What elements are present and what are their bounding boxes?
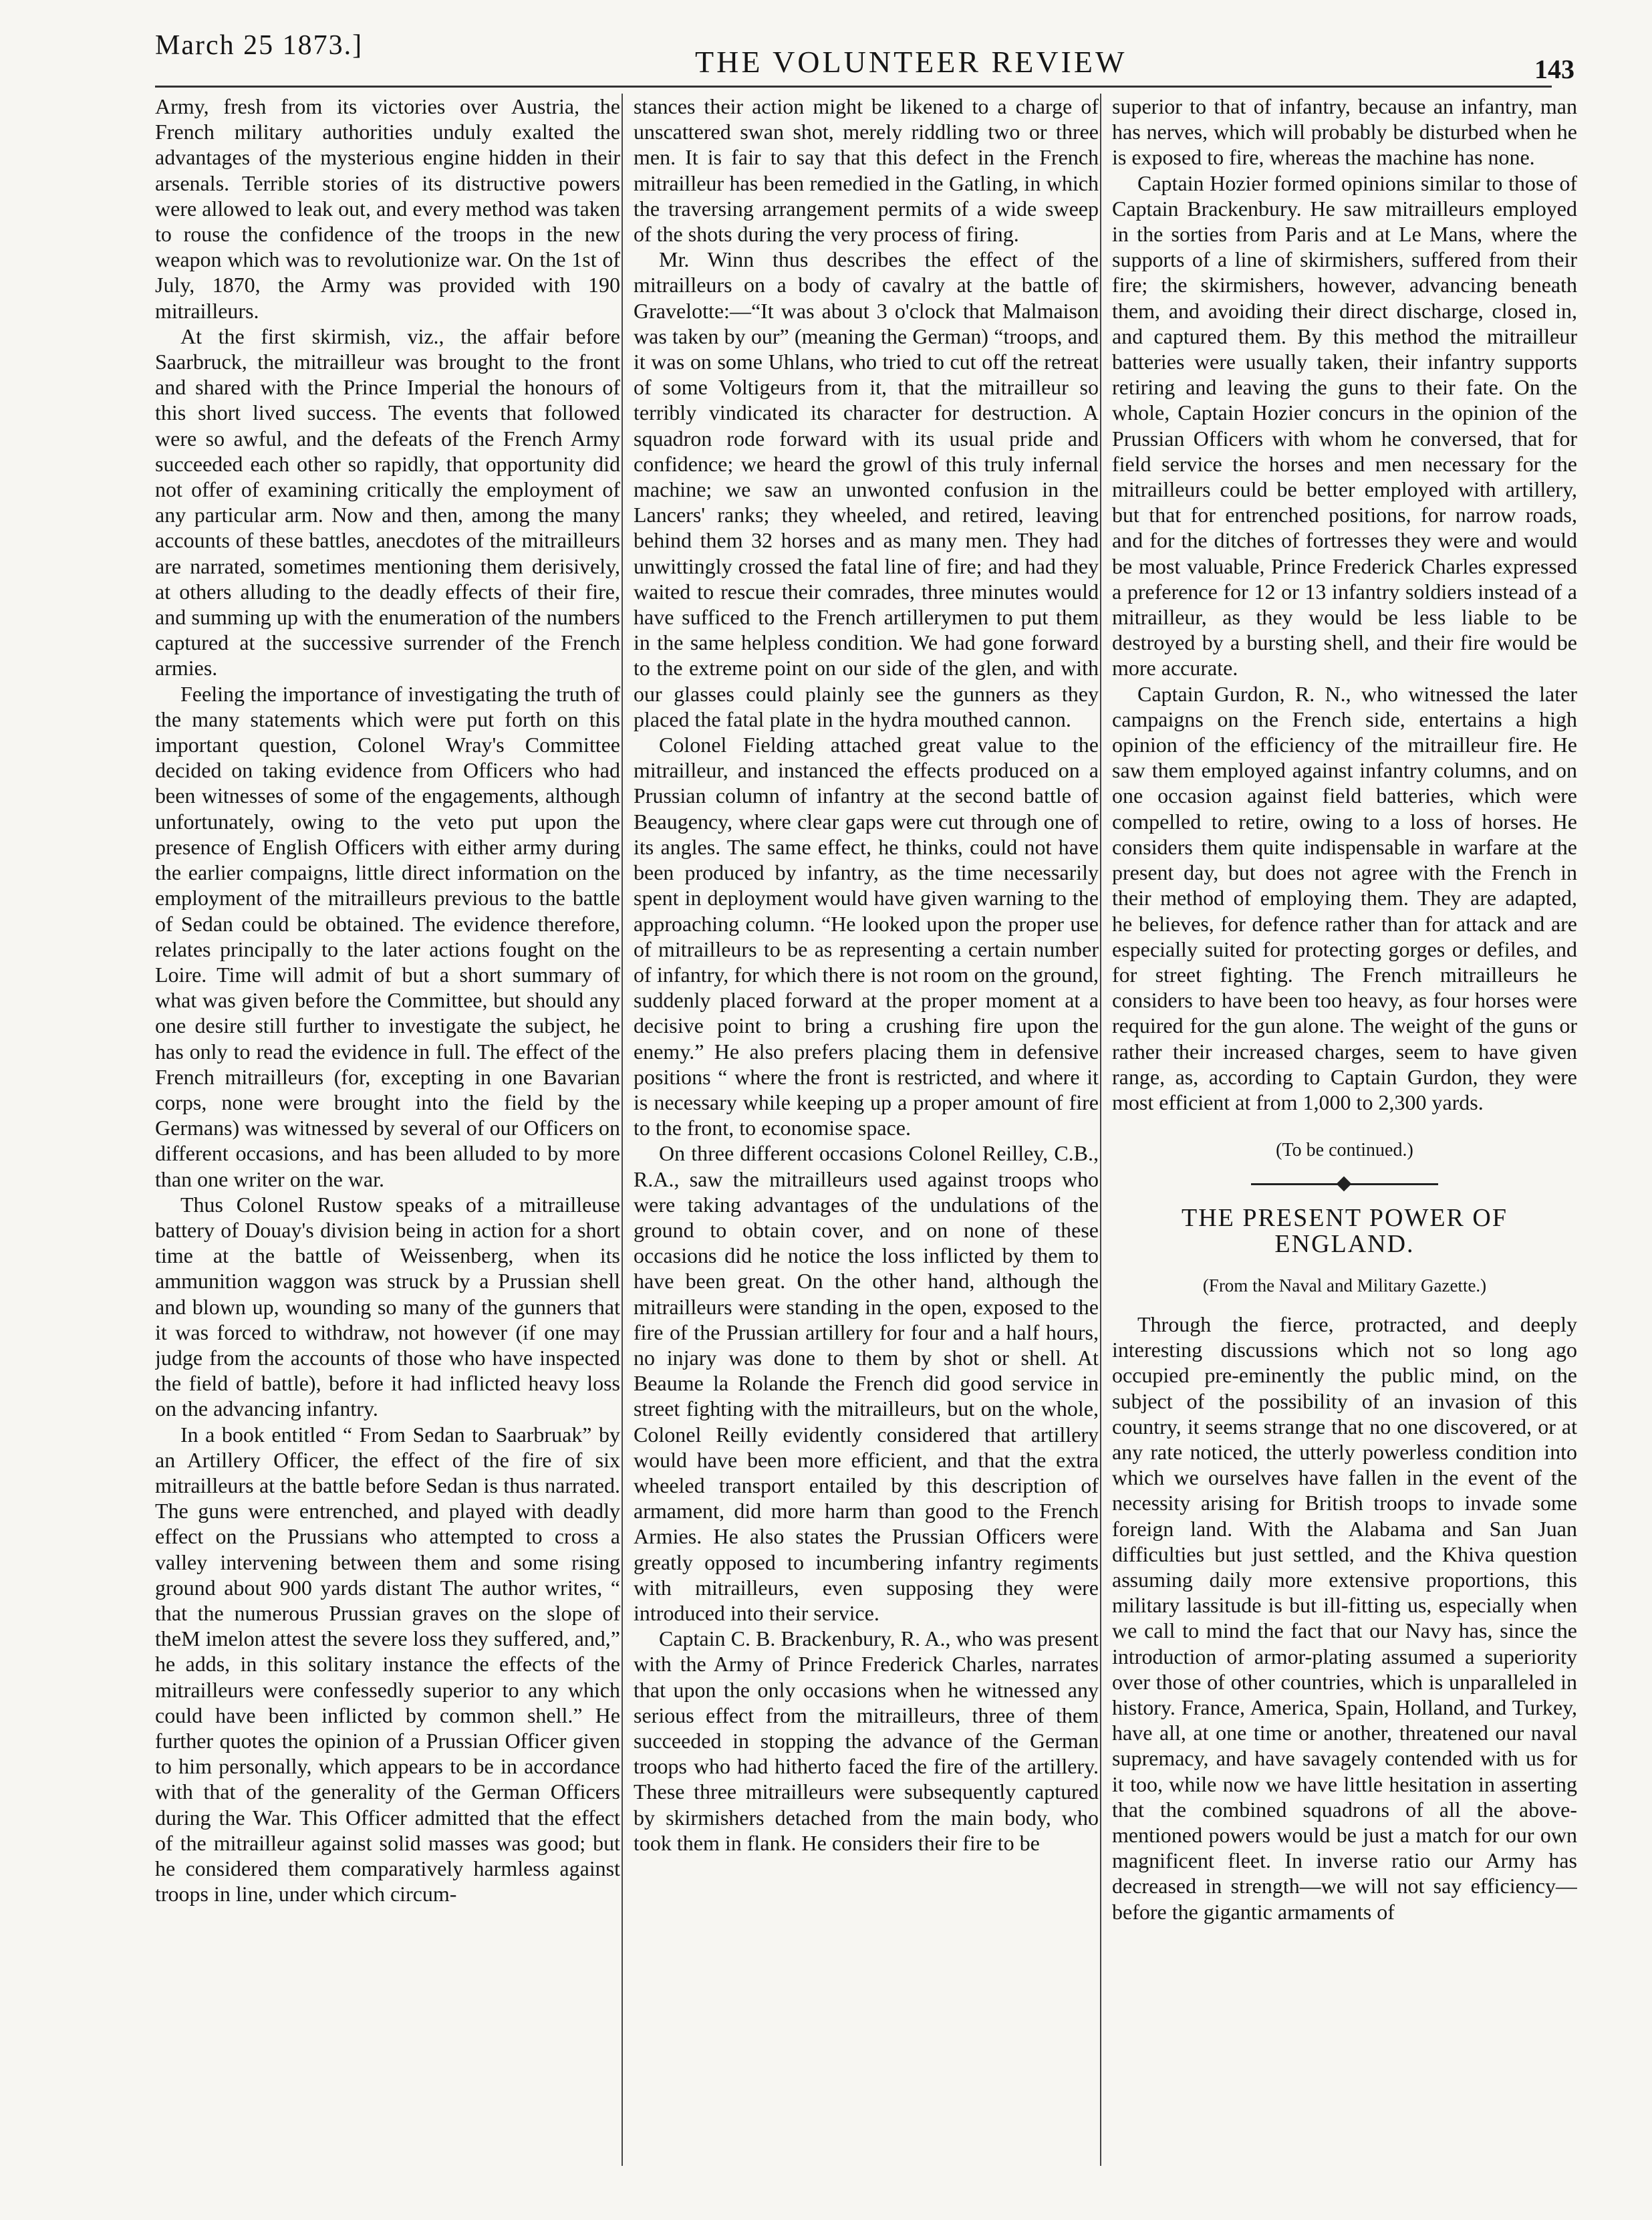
paragraph: stances their action might be likened to a charge of unscattered swan shot, merely riddling two or three men. It is fair to say that this defect in the French mitrailleur has been remedied in the Gatling, in which the traversing arrangement permits of a wide sweep of the shots during the very process of firing. xyxy=(634,94,1099,247)
paragraph: Captain Gurdon, R. N., who witnessed the later campaigns on the French side, entertains a high opinion of the efficiency of the mitrailleur fire. He saw them employed against infantry columns, and on one occasion against field batteries, which were compelled to retire, owing to a loss of horses. He considers them quite indispensable in warfare at the present day, but does not agree with the French in their method of employing them. They are adapted, he believes, for defence rather than for attack and are especially suited for protecting gorges or defiles, and for street fighting. The French mitrailleurs he considers to have been too heavy, as four horses were required for the gun alone. The weight of the guns or rather their increased charges, seem to have given range, as, according to Captain Gurdon, they were most efficient at from 1,000 to 2,300 yards. xyxy=(1112,681,1577,1114)
text-column-3 xyxy=(1112,94,1577,2166)
article-title: THE PRESENT POWER OF ENGLAND. xyxy=(1182,1204,1508,1258)
paragraph: Army, fresh from its victories over Austria, the French military authorities unduly exalted the advantages of the mysterious engine hidden in their arsenals. Terrible stories of its distructive powers were allowed to leak out, and every method was taken to rouse the confidence of the troops in the new weapon which was to revolutionize war. On the 1st of July, 1870, the Army was provided with 190 mitrailleurs. xyxy=(155,94,620,323)
article-source: (From the Naval and Military Gazette.) xyxy=(1202,1275,1487,1296)
page-header xyxy=(0,0,1652,107)
column-divider xyxy=(622,94,623,2166)
paragraph: superior to that of infantry, because an infantry, man has nerves, which will probably be disturbed when he is exposed to fire, whereas the machine has none. xyxy=(1112,94,1577,170)
paragraph: Feeling the importance of investigating the truth of the many statements which were put forth on this important question, Colonel Wray's Committee decided on taking evidence from Officers who had been witnesses of some of the engagements, although unfortunately, owing to the veto put upon the presence of English Officers with either army during the earlier compaigns, little direct information on the employment of the mitrailleurs previous to the battle of Sedan could be obtained. The evidence therefore, relates principally to the later actions fought on the Loire. Time will admit of but a short summary of what was given before the Committee, but should any one desire still further to investigate the subject, he has only to read the evidence in full. The effect of the French mitrailleurs (for, excepting in one Bavarian corps, none were brought into the field by the Germans) was witnessed by several of our Officers on different occasions, and has been alluded to by more than one writer on the war. xyxy=(155,681,620,1191)
paragraph: In a book entitled “ From Sedan to Saarbruak” by an Artillery Officer, the effect of the fire of six mitrailleurs at the battle before Sedan is thus narrated. The guns were entrenched, and played with deadly effect on the Prussians who attempted to cross a valley intervening between them and some rising ground about 900 yards distant The author writes, “ that the numerous Prussian graves on the slope of theM imelon attest the severe loss they suffered, and,” he adds, in this solitary instance the effects of the mitrailleurs were confessedly superior to any which could have been inflicted by common shell.” He further quotes the opinion of a Prussian Officer given to him personally, which appears to be in accordance with that of the generality of the German Officers during the War. This Officer admitted that the effect of the mitrailleur against solid masses was good; but he considered them comparatively harmless against troops in line, under which circum- xyxy=(155,1422,620,1906)
paragraph: Thus Colonel Rustow speaks of a mitrailleuse battery of Douay's division being in action for a short time at the battle of Weissenberg, when its ammunition waggon was struck by a Prussian shell and blown up, wounding so many of the gunners that it was forced to withdraw, not however (if one may judge from the accounts of those who have inspected the field of battle), before it had inflicted heavy loss on the advancing infantry. xyxy=(155,1192,620,1421)
text-column-2 xyxy=(634,94,1099,2166)
paragraph: Through the fierce, protracted, and deeply interesting discussions which not so long ago occupied pre-eminently the public mind, on the subject of the possibility of an invasion of this country, it seems strange that no one discovered, or at any rate noticed, the utterly powerless condition into which we ourselves have fallen in the event of the necessity arising for British troops to invade some foreign land. With the Alabama and San Juan difficulties but just settled, and the Khiva question assuming daily more extensive proportions, this military lassitude is but ill-fitting us, especially when we call to mind the fact that our Navy has, since the introduction of armor-plating assumed a superiority over those of other countries, which is unparalleled in history. France, America, Spain, Holland, and Turkey, have all, at one time or another, threatened our naval supremacy, and have savagely contended with us for it too, while now we have little hesitation in asserting that the combined squadrons of all the above-mentioned powers would be just a match for our own magnificent fleet. In inverse ratio our Army has decreased in strength—we will not say efficiency—before the gigantic armaments of xyxy=(1112,1312,1577,1924)
article-separator xyxy=(1251,1183,1438,1185)
paragraph: Captain Hozier formed opinions similar to those of Captain Brackenbury. He saw mitrailleurs employed in the sorties from Paris and at Le Mans, where the supports of a line of skirmishers, suffered from their fire; the skirmishers, however, advancing beneath them, and avoiding their direct discharge, closed in, and captured them. By this method the mitrailleur batteries were usually taken, their infantry supports retiring and leaving the guns to their fate. On the whole, Captain Hozier concurs in the opinion of the Prussian Officers with whom he conversed, that for field service the horses and men necessary for the mitrailleurs could be better employed with artillery, but that for entrenched positions, for narrow roads, and for the ditches of fortresses they were and would be most valuable, Prince Frederick Charles expressed a preference for 12 or 13 infantry soldiers instead of a mitrailleur, as they would be less liable to be destroyed by a bursting shell, and their fire would be more accurate. xyxy=(1112,170,1577,681)
paragraph: Captain C. B. Brackenbury, R. A., who was present with the Army of Prince Frederick Charles, narrates that upon the only occasions when he witnessed any serious effect from the mitrailleurs, three of them succeeded in stopping the advance of the German troops who had hitherto faced the fire of the artillery. These three mitrailleurs were subsequently captured by skirmishers detached from the main body, who took them in flank. He considers their fire to be xyxy=(634,1626,1099,1855)
to-be-continued-note: (To be continued.) xyxy=(1276,1140,1413,1161)
page-number: 143 xyxy=(1534,54,1574,84)
paragraph: On three different occasions Colonel Reilley, C.B., R.A., saw the mitrailleurs used against troops who were taking advantages of the undulations of the ground to obtain cover, and on none of these occasions did he notice the loss inflicted by them to have been great. On the other hand, although the mitrailleurs were standing in the open, exposed to the fire of the Prussian artillery for four and a half hours, no injary was done to them by shot or shell. At Beaume la Rolande the French did good service in street fighting with the mitrailleurs, but on the whole, Colonel Reilly evidently considered that artillery would have been more efficient, and that the extra wheeled transport entailed by this description of armament, did more harm than good to the French Armies. He also states the Prussian Officers were greatly opposed to incumbering infantry regiments with mitrailleurs, even supposing they were introduced into their service. xyxy=(634,1141,1099,1625)
column-divider xyxy=(1100,94,1101,2166)
text-column-1 xyxy=(155,94,620,2166)
paragraph: Mr. Winn thus describes the effect of the mitrailleurs on a body of cavalry at the battle of Gravelotte:—“It was about 3 o'clock that Malmaison was taken by our” (meaning the German) “troops, and it was on some Uhlans, who tried to cut off the retreat of some Voltigeurs from it, that the mitrailleur so terribly vindicated its character for destruction. A squadron rode forward with its usual pride and confidence; we heard the growl of this truly infernal machine; we saw an unwonted confusion in the Lancers' ranks; they wheeled, and retired, leaving behind them 32 horses and as many men. They had unwittingly crossed the fatal line of fire; and had they waited to rescue their comrades, three minutes would have sufficed to the French artillerymen to put them in the same helpless condition. We had gone forward to the extreme point on our side of the glen, and with our glasses could plainly see the gunners as they placed the fatal plate in the hydra mouthed cannon. xyxy=(634,247,1099,731)
issue-date: March 25 1873.] xyxy=(155,30,364,61)
publication-title: THE VOLUNTEER REVIEW xyxy=(695,45,1127,79)
paragraph: Colonel Fielding attached great value to the mitrailleur, and instanced the effects produced on a Prussian column of infantry at the second battle of Beaugency, where clear gaps were cut through one of its angles. The same effect, he thinks, could not have been produced by infantry, as the time necessarily spent in deployment would have given warning to the approaching column. “He looked upon the proper use of mitrailleurs to be as representing a certain number of infantry, for which there is not room on the ground, suddenly placed forward at the proper moment at a decisive point to bring a crushing fire upon the enemy.” He also prefers placing them in defensive positions “ where the front is restricted, and where it is necessary while keeping up a proper amount of fire to the front, to economise space. xyxy=(634,733,1099,1140)
paragraph: At the first skirmish, viz., the affair before Saarbruck, the mitrailleur was brought to the front and shared with the Prince Imperial the honours of this short lived success. The events that followed were so awful, and the defeats of the French Army succeeded each other so rapidly, that opportunity did not offer of examining critically the employment of any particular arm. Now and then, among the many accounts of these battles, anecdotes of the mitrailleurs are narrated, sometimes mentioning them derisively, at others alluding to the deadly effects of their fire, and summing up with the enumeration of the numbers captured at the successive surrender of the French armies. xyxy=(155,324,620,681)
header-rule xyxy=(155,86,1552,88)
